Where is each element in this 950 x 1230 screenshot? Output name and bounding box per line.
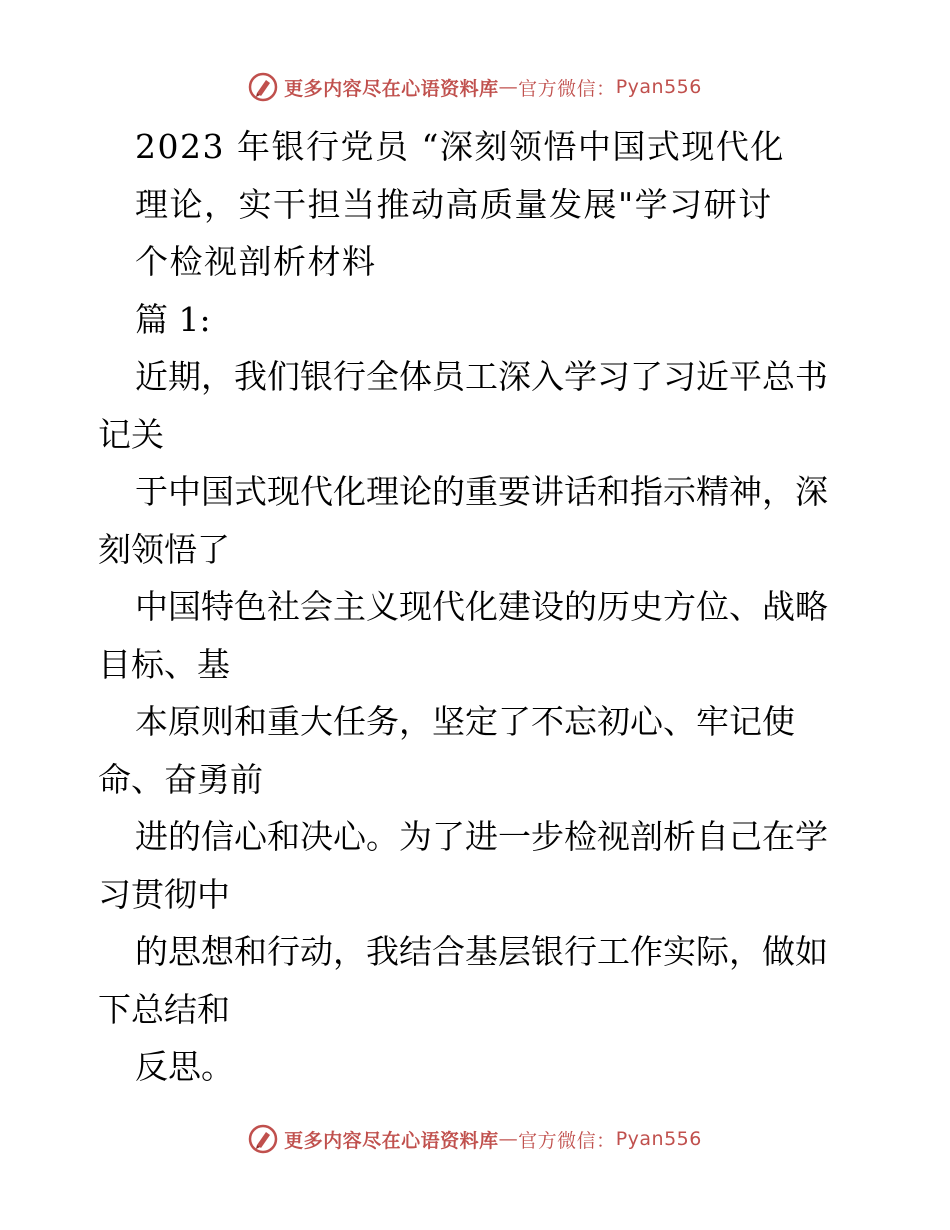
body-line: 于中国式现代化理论的重要讲话和指示精神，深 bbox=[135, 472, 828, 511]
watermark-separator: — bbox=[498, 76, 519, 98]
header-watermark bbox=[0, 72, 950, 102]
document-body bbox=[98, 118, 858, 1096]
watermark-main-text: 更多内容尽在心语资料库 bbox=[284, 1129, 499, 1152]
pen-logo-icon bbox=[248, 1124, 278, 1154]
body-line: 中国特色社会主义现代化建设的历史方位、战略 bbox=[135, 587, 828, 626]
body-line: 习贯彻中 bbox=[98, 874, 230, 914]
watermark-wechat-id: Pyan556 bbox=[615, 1128, 702, 1150]
pen-logo-icon bbox=[248, 72, 278, 102]
body-line: 近期，我们银行全体员工深入学习了习近平总书 bbox=[135, 357, 828, 396]
body-line: 本原则和重大任务，坚定了不忘初心、牢记使 bbox=[135, 702, 795, 741]
watermark-wechat-id: Pyan556 bbox=[615, 76, 702, 98]
body-paragraph bbox=[98, 348, 858, 1096]
watermark-separator: — bbox=[498, 1128, 519, 1150]
watermark-wechat-label: 官方微信： bbox=[518, 77, 616, 100]
body-line: 下总结和 bbox=[98, 989, 230, 1029]
section-label: 篇 1: bbox=[135, 299, 211, 339]
body-line: 刻领悟了 bbox=[98, 529, 230, 569]
body-line: 记关 bbox=[98, 414, 164, 454]
watermark-wechat-label: 官方微信： bbox=[518, 1129, 616, 1152]
body-line: 命、奋勇前 bbox=[98, 759, 263, 799]
watermark-main-text: 更多内容尽在心语资料库 bbox=[284, 77, 499, 100]
body-line: 目标、基 bbox=[98, 644, 230, 684]
title-line-2: 理论，实干担当推动高质量发展"学习研讨 bbox=[135, 184, 773, 224]
title-line-1: 2023 年银行党员 “深刻领悟中国式现代化 bbox=[135, 127, 785, 166]
body-line: 的思想和行动，我结合基层银行工作实际，做如 bbox=[135, 932, 828, 971]
body-line: 反思。 bbox=[135, 1047, 234, 1086]
title-line-3: 个检视剖析材料 bbox=[135, 242, 377, 281]
body-line: 进的信心和决心。为了进一步检视剖析自己在学 bbox=[135, 817, 828, 856]
footer-watermark bbox=[0, 1124, 950, 1154]
